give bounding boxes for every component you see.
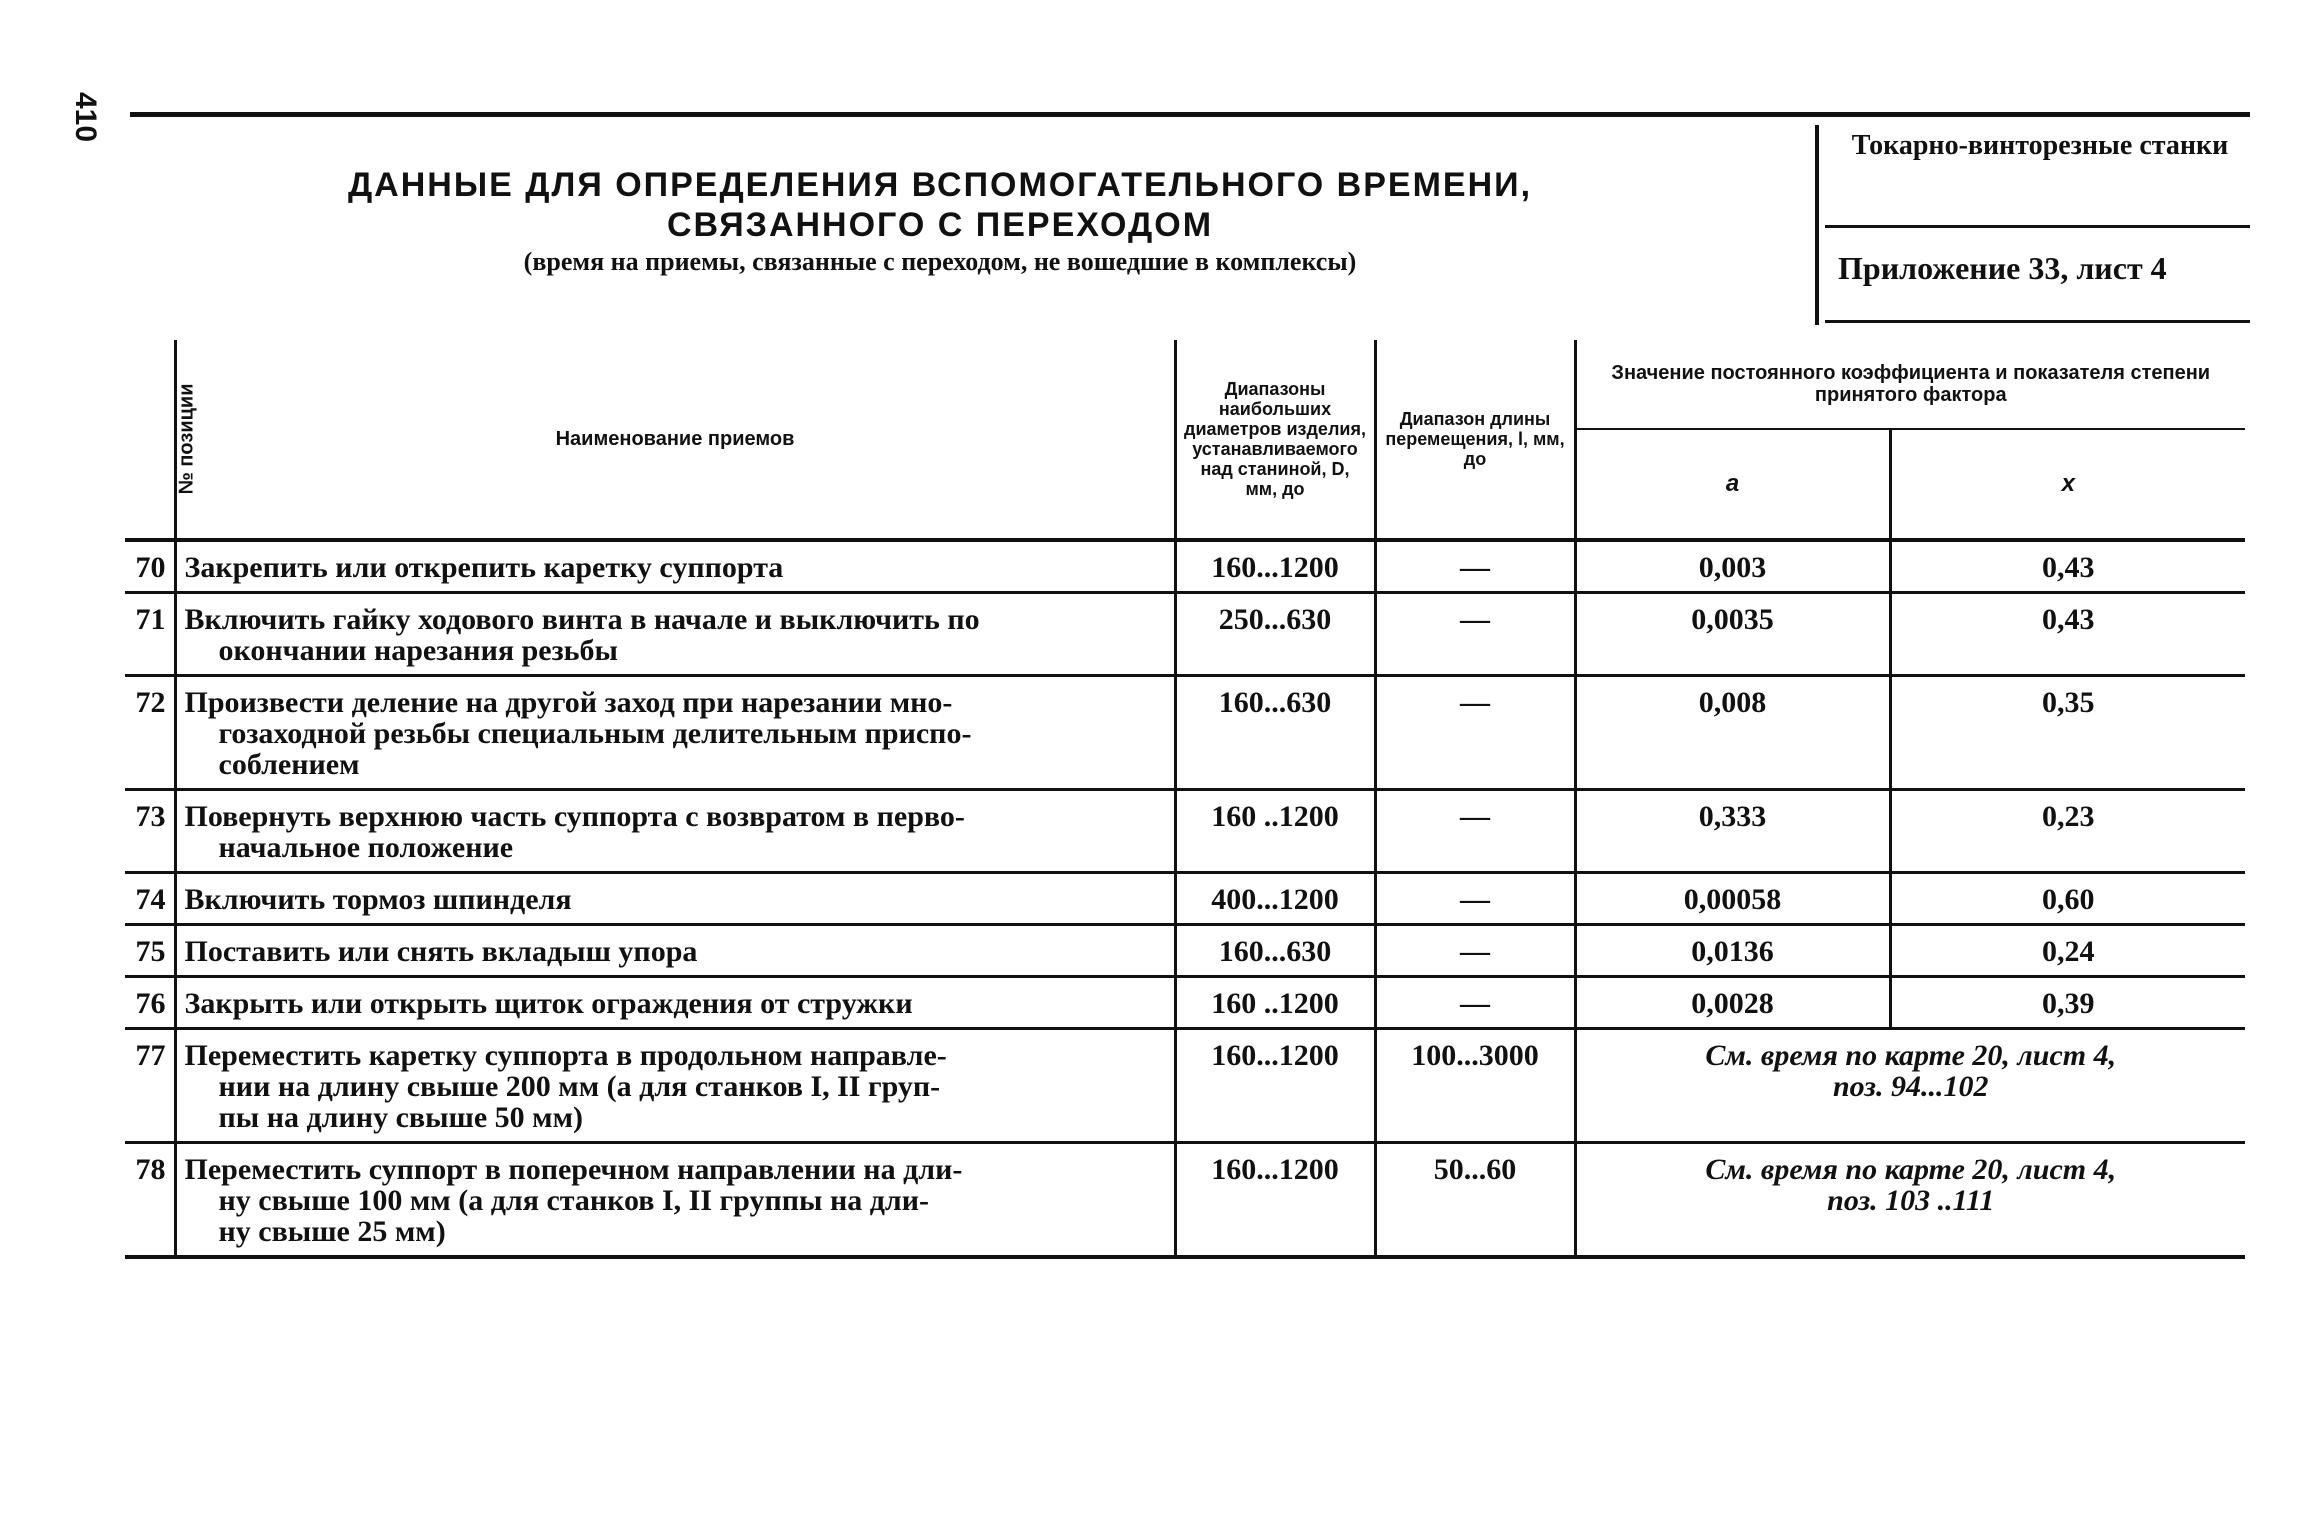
appendix-label: Приложение 33, лист 4	[1838, 250, 2167, 286]
operation-name	[175, 977, 1175, 1029]
header-length: Диапазон длины перемещения, l, мм, до	[1375, 340, 1575, 540]
exponent-x: 0,60	[1890, 873, 2245, 925]
operation-name	[175, 925, 1175, 977]
table-row	[125, 1029, 2245, 1143]
operation-name	[175, 873, 1175, 925]
position-number: 73	[125, 790, 175, 873]
side-bottom-rule	[1825, 320, 2250, 323]
operation-name-line: Переместить каретку суппорта в продольном направле-	[184, 1039, 947, 1072]
operation-name-line: нии на длину свыше 200 мм (а для станков I, II груп-	[218, 1070, 941, 1103]
card-reference-line: поз. 103 ..111	[1827, 1184, 1995, 1217]
header-a: a	[1575, 429, 1890, 540]
card-reference-line: поз. 94...102	[1833, 1070, 1989, 1103]
operation-name-line: Включить гайку ходового винта в начале и выключить по	[184, 603, 980, 636]
card-reference-line: См. время по карте 20, лист 4,	[1705, 1039, 2117, 1072]
table-row	[125, 676, 2245, 790]
length-range: 50...60	[1375, 1143, 1575, 1258]
page-number: 410	[69, 91, 103, 143]
length-range: —	[1375, 873, 1575, 925]
position-number: 76	[125, 977, 175, 1029]
diameter-range: 400...1200	[1175, 873, 1375, 925]
operation-name-line: ну свыше 25 мм)	[218, 1215, 446, 1248]
operation-name-line: гозаходной резьбы специальным делительным приспо-	[218, 717, 972, 750]
exponent-x: 0,35	[1890, 676, 2245, 790]
length-range: —	[1375, 593, 1575, 676]
position-number: 77	[125, 1029, 175, 1143]
side-divider	[1815, 125, 1819, 325]
header-position: № позиции	[125, 340, 175, 540]
exponent-x: 0,23	[1890, 790, 2245, 873]
operation-name	[175, 593, 1175, 676]
exponent-x: 0,43	[1890, 593, 2245, 676]
operation-name-line: ну свыше 100 мм (а для станков I, II группы на дли-	[218, 1184, 930, 1217]
title-line-2: СВЯЗАННОГО С ПЕРЕХОДОМ	[666, 206, 1214, 244]
side-box	[1830, 130, 2250, 162]
diameter-range: 160 ..1200	[1175, 977, 1375, 1029]
position-number: 75	[125, 925, 175, 977]
operation-name-line: окончании нарезания резьбы	[218, 634, 618, 667]
length-range: —	[1375, 540, 1575, 593]
operation-name-line: Переместить суппорт в поперечном направлении на дли-	[184, 1153, 963, 1186]
coefficient-a: 0,0136	[1575, 925, 1890, 977]
table-row	[125, 790, 2245, 873]
diameter-range: 160...1200	[1175, 1143, 1375, 1258]
header-diameter: Диапазоны наибольших диаметров изделия, устанавливаемого над станиной, D, мм, до	[1175, 340, 1375, 540]
data-table	[125, 340, 2245, 1259]
coefficient-a: 0,008	[1575, 676, 1890, 790]
operation-name-line: Поставить или снять вкладыш упора	[184, 935, 698, 968]
operation-name-line: Произвести деление на другой заход при нарезании мно-	[184, 686, 953, 719]
diameter-range: 160...630	[1175, 676, 1375, 790]
card-reference-line: См. время по карте 20, лист 4,	[1705, 1153, 2117, 1186]
title-line-1: ДАННЫЕ ДЛЯ ОПРЕДЕЛЕНИЯ ВСПОМОГАТЕЛЬНОГО ВРЕМЕНИ,	[347, 166, 1533, 204]
card-reference	[1575, 1029, 2245, 1143]
length-range: 100...3000	[1375, 1029, 1575, 1143]
position-number: 78	[125, 1143, 175, 1258]
operation-name-line: начальное положение	[218, 831, 514, 864]
operation-name	[175, 1143, 1175, 1258]
diameter-range: 160...1200	[1175, 1029, 1375, 1143]
card-reference	[1575, 1143, 2245, 1258]
diameter-range: 160...1200	[1175, 540, 1375, 593]
operation-name-line: Повернуть верхнюю часть суппорта с возвратом в перво-	[184, 800, 965, 833]
operation-name-line: Включить тормоз шпинделя	[184, 883, 572, 916]
coefficient-a: 0,0028	[1575, 977, 1890, 1029]
header-name: Наименование приемов	[175, 340, 1175, 540]
table-row	[125, 1143, 2245, 1258]
exponent-x: 0,39	[1890, 977, 2245, 1029]
table-row	[125, 593, 2245, 676]
top-rule	[130, 112, 2250, 117]
position-number: 70	[125, 540, 175, 593]
header-x: x	[1890, 429, 2245, 540]
table-row	[125, 977, 2245, 1029]
diameter-range: 160...630	[1175, 925, 1375, 977]
table-row	[125, 540, 2245, 593]
subtitle: (время на приемы, связанные с переходом, не вошедшие в комплексы)	[523, 247, 1357, 276]
length-range: —	[1375, 925, 1575, 977]
operation-name-line: пы на длину свыше 50 мм)	[218, 1101, 584, 1134]
operation-name-line: Закрыть или открыть щиток ограждения от стружки	[184, 987, 913, 1020]
operation-name-line: соблением	[218, 748, 360, 781]
operation-name	[175, 790, 1175, 873]
operation-name-line: Закрепить или открепить каретку суппорта	[184, 551, 784, 584]
table-row	[125, 873, 2245, 925]
header-coefficient-group: Значение постоянного коэффициента и показателя степени принятого фактора	[1575, 340, 2245, 429]
position-number: 71	[125, 593, 175, 676]
coefficient-a: 0,00058	[1575, 873, 1890, 925]
position-number: 72	[125, 676, 175, 790]
coefficient-a: 0,0035	[1575, 593, 1890, 676]
operation-name	[175, 540, 1175, 593]
title-block	[250, 165, 1630, 277]
operation-name	[175, 676, 1175, 790]
length-range: —	[1375, 790, 1575, 873]
diameter-range: 160 ..1200	[1175, 790, 1375, 873]
exponent-x: 0,24	[1890, 925, 2245, 977]
operation-name	[175, 1029, 1175, 1143]
length-range: —	[1375, 676, 1575, 790]
coefficient-a: 0,333	[1575, 790, 1890, 873]
table-row	[125, 925, 2245, 977]
exponent-x: 0,43	[1890, 540, 2245, 593]
length-range: —	[1375, 977, 1575, 1029]
coefficient-a: 0,003	[1575, 540, 1890, 593]
machine-type: Токарно-винторезные станки	[1851, 130, 2229, 161]
diameter-range: 250...630	[1175, 593, 1375, 676]
position-number: 74	[125, 873, 175, 925]
side-mid-rule	[1825, 225, 2250, 228]
